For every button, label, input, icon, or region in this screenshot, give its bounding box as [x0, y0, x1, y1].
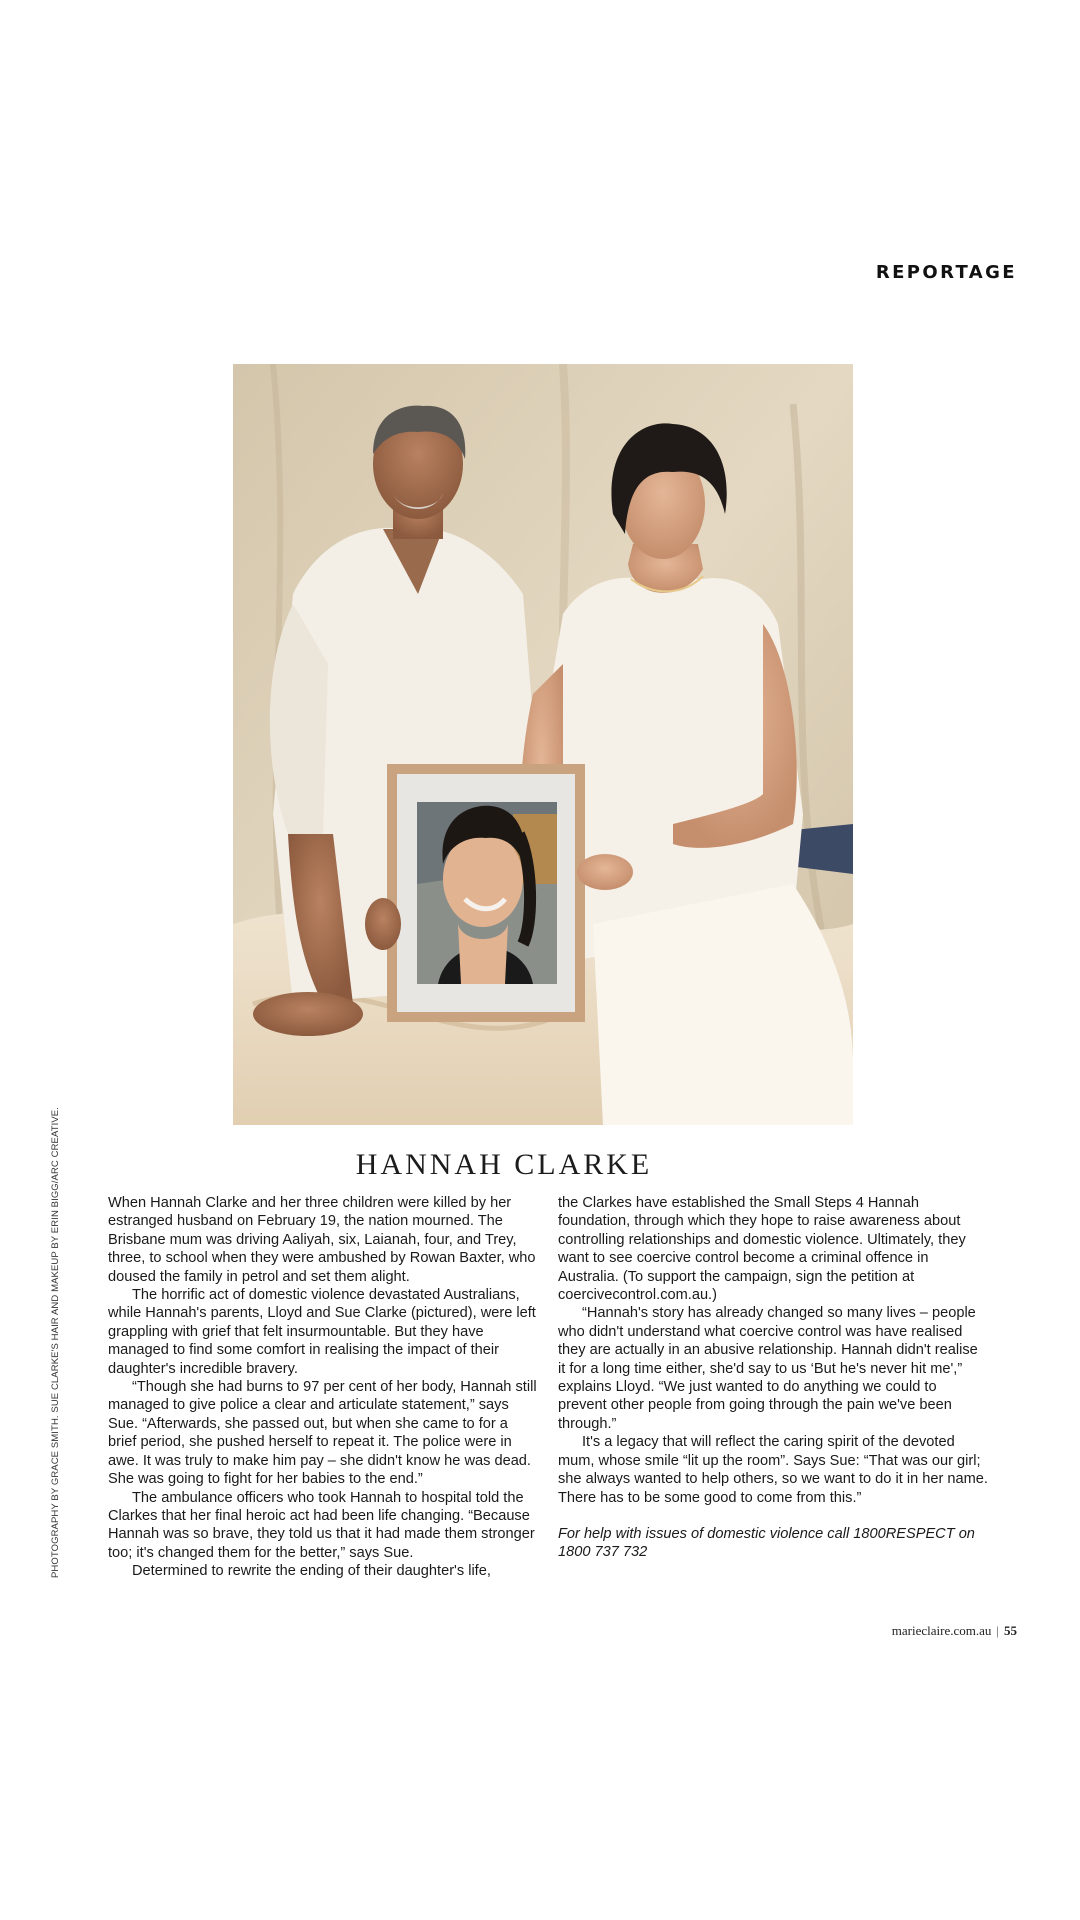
footer-separator: |	[996, 1623, 999, 1638]
article-paragraph: The horrific act of domestic violence devastated Australians, while Hannah's parents, Lloyd and Sue Clarke (pictured), were left grappling with grief that felt insurmountable. But they have managed to find some comfort in realising the impact of their daughter's incredible bravery.	[108, 1287, 536, 1377]
section-label: REPORTAGE	[875, 262, 1017, 283]
portrait-photo	[233, 364, 853, 1125]
article-paragraph: Determined to rewrite the ending of their daughter's life,	[132, 1563, 491, 1580]
photo-credit: PHOTOGRAPHY BY GRACE SMITH. SUE CLARKE'S HAIR AND MAKEUP BY ERIN BIGG/ARC CREATIVE.	[50, 1107, 61, 1578]
portrait-photo-illustration	[233, 364, 853, 1125]
article-column-left	[108, 1194, 538, 1581]
article-paragraph: the Clarkes have established the Small Steps 4 Hannah foundation, through which they hope to raise awareness about controlling relationships and domestic violence. Ultimately, they want to see coercive control become a criminal offence in Australia. (To support the campaign, sign the petition at coercivecontrol.com.au.)	[558, 1195, 966, 1304]
article-paragraph: It's a legacy that will reflect the caring spirit of the devoted mum, whose smile “lit up the room”. Says Sue: “That was our girl; she always wanted to help others, so we want to do it in her name. There has to be some good to come from this.”	[558, 1434, 988, 1506]
article-paragraph: “Though she had burns to 97 per cent of her body, Hannah still managed to give police a clear and articulate statement,” says Sue. “Afterwards, she passed out, but when she came to for a brief period, she pushed herself to repeat it. The police were in awe. It was truly to make him pay – she didn't know he was dead. She was going to fight for her babies to the end.”	[108, 1379, 537, 1488]
article-column-right	[558, 1194, 988, 1562]
site-url: marieclaire.com.au	[891, 1623, 992, 1638]
page-footer	[892, 1623, 1017, 1639]
article-paragraph: “Hannah's story has already changed so many lives – people who didn't understand what coercive control was have realised they are actually in an abusive relationship. Hannah didn't realise it for a long time either, she'd say to us ‘But he's never hit me',” explains Lloyd. “We just wanted to do anything we could to prevent other people from going through the pain we've been through.”	[558, 1305, 978, 1432]
article-headline: HANNAH CLARKE	[355, 1148, 653, 1181]
article-paragraph: When Hannah Clarke and her three children were killed by her estranged husband on February 19, the nation mourned. The Brisbane mum was driving Aaliyah, six, Laianah, four, and Trey, three, to school when they were ambushed by Rowan Baxter, who doused the family in petrol and set them alight.	[108, 1195, 536, 1285]
page-number: 55	[1004, 1623, 1017, 1638]
article-paragraph: The ambulance officers who took Hannah to hospital told the Clarkes that her final heroic act had been life changing. “Because Hannah was so brave, they told us that it had made them stronger too; it's changed them for the better,” says Sue.	[108, 1489, 535, 1561]
help-note: For help with issues of domestic violence call 1800RESPECT on 1800 737 732	[558, 1525, 975, 1561]
